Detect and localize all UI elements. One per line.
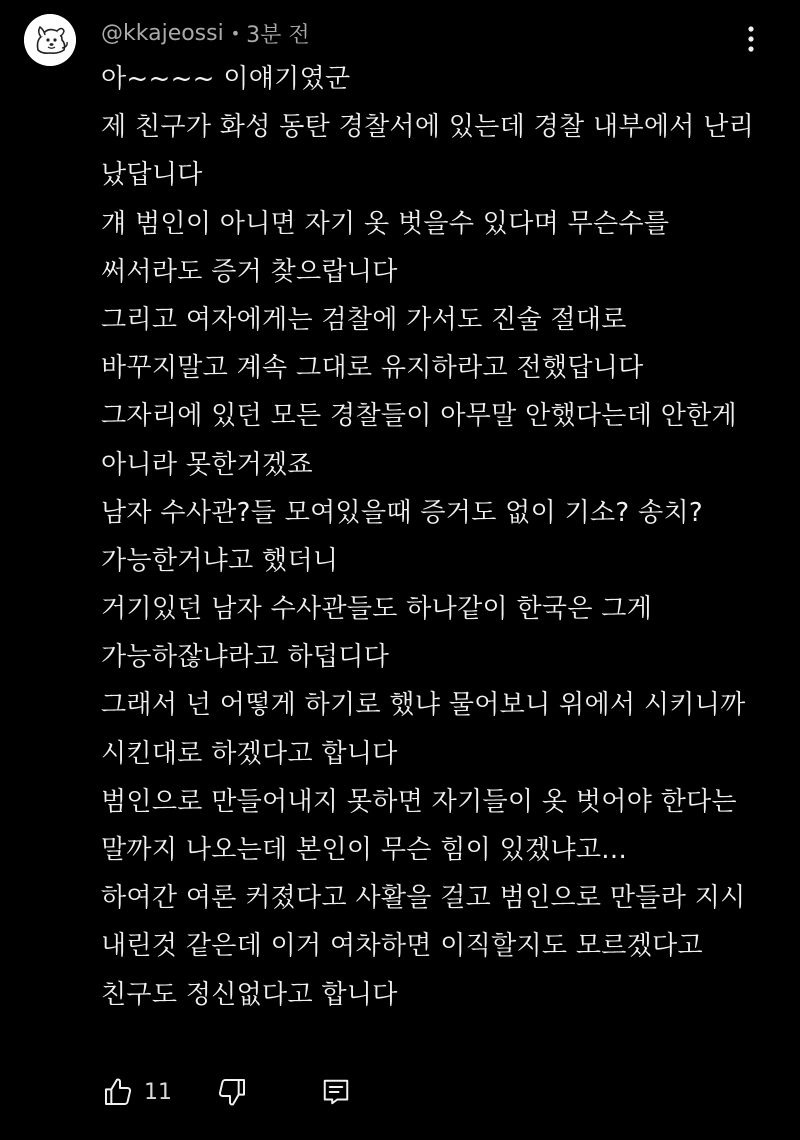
like-count: 11 — [144, 1079, 172, 1105]
thumbs-down-icon — [216, 1076, 248, 1108]
more-options-button[interactable] — [736, 22, 766, 56]
comment-line: 가능하잖냐라고 하덥디다 — [101, 642, 390, 673]
comment-line: 그자리에 있던 모든 경찰들이 아무말 안했다는데 안한게 — [101, 401, 737, 432]
comment-line: 내린것 같은데 이거 여차하면 이직할지도 모르겠다고 — [101, 931, 703, 962]
avatar[interactable] — [24, 14, 76, 66]
comment-time[interactable]: 3분 전 — [246, 22, 310, 48]
comment-line: 그리고 여자에게는 검찰에 가서도 진술 절대로 — [101, 304, 627, 335]
comment-line: 남자 수사관?들 모여있을때 증거도 없이 기소? 송치? — [101, 497, 704, 528]
reply-comment-icon — [321, 1077, 351, 1107]
comment-line: 아~~~~ 이얘기였군 — [101, 64, 351, 94]
comment-line: 바꾸지말고 계속 그대로 유지하라고 전했답니다 — [101, 353, 644, 384]
reply-button[interactable] — [318, 1074, 354, 1110]
comment-body — [101, 59, 781, 1023]
author-name[interactable]: @kkajeossi — [101, 20, 224, 46]
comment-line: 거기있던 남자 수사관들도 하나같이 한국은 그게 — [101, 594, 653, 625]
comment-line: 났답니다 — [101, 160, 203, 191]
comment-line: 범인으로 만들어내지 못하면 자기들이 옷 벗어야 한다는 — [101, 786, 737, 817]
comment-line: 하여간 여론 커졌다고 사활을 걸고 범인으로 만들라 지시 — [101, 883, 746, 914]
comment-line: 가능한거냐고 했더니 — [101, 545, 339, 576]
comment-line: 걔 범인이 아니면 자기 옷 벗을수 있다며 무슨수를 — [101, 208, 670, 239]
comment-line: 아니라 못한거겠죠 — [101, 449, 313, 480]
comment-actions — [100, 1072, 354, 1112]
like-button[interactable] — [100, 1074, 136, 1110]
comment-line: 그래서 넌 어떻게 하기로 했냐 물어보니 위에서 시키니까 — [101, 690, 746, 721]
comment-line: 써서라도 증거 찾으랍니다 — [101, 256, 398, 287]
comment-line: 말까지 나오는데 본인이 무슨 힘이 있겠냐고... — [101, 835, 628, 865]
dislike-button[interactable] — [214, 1074, 250, 1110]
comment-header — [101, 18, 310, 48]
more-vertical-icon — [747, 25, 755, 53]
comment-line: 제 친구가 화성 동탄 경찰서에 있는데 경찰 내부에서 난리 — [101, 112, 755, 143]
comment-line: 친구도 정신없다고 합니다 — [101, 979, 398, 1010]
meta-separator: • — [230, 23, 241, 43]
thumbs-up-icon — [102, 1076, 134, 1108]
dog-avatar-icon — [24, 14, 76, 66]
comment-line: 시킨대로 하겠다고 합니다 — [101, 738, 398, 769]
